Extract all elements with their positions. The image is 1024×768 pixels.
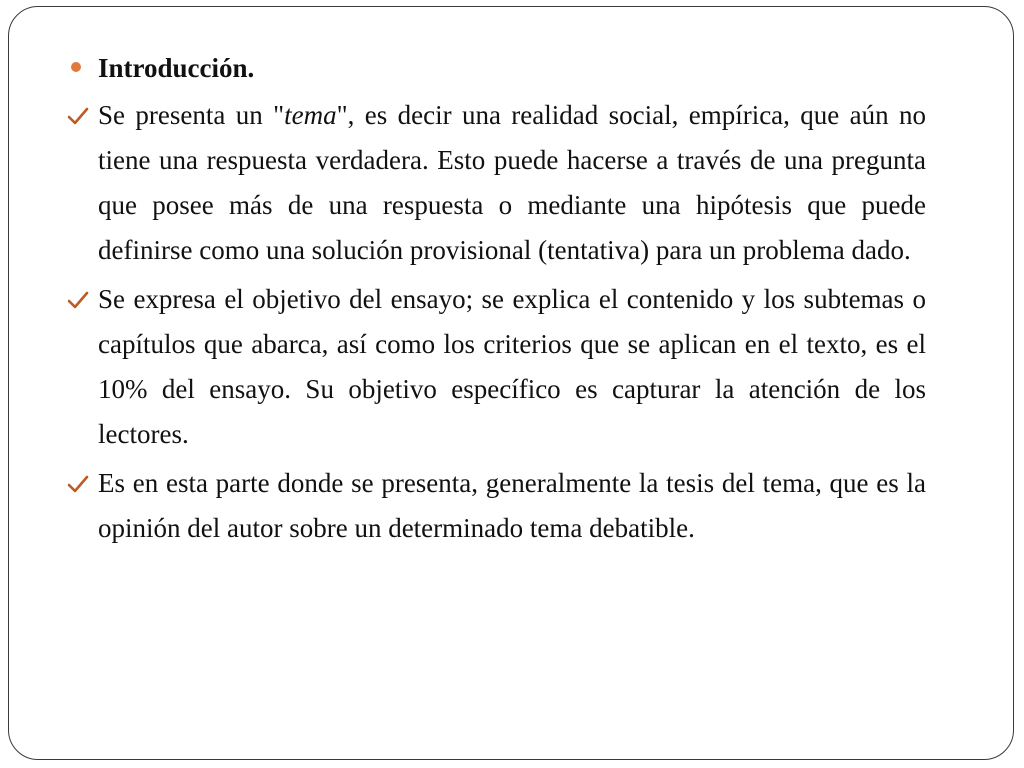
list-item (66, 461, 926, 551)
checkmark-icon (66, 473, 90, 495)
checkmark-icon (66, 105, 90, 127)
list-item (66, 93, 926, 273)
slide-content (66, 47, 926, 555)
item-text-after: ", es decir una realidad social, empírica, que aún no tiene una respuesta verdadera. Esto puede hacerse a través de una pregunta que posee más de una respuesta o mediante una hipótesis que puede definirse como una solución provisional (tentativa) para un problema dado. (98, 100, 927, 265)
list-item (66, 277, 926, 457)
dot-bullet-icon (71, 62, 81, 72)
list-item-text (98, 100, 926, 265)
checkmark-icon (66, 289, 90, 311)
item-text-emphasis: tema (284, 100, 337, 130)
list-item-text: Es en esta parte donde se presenta, generalmente la tesis del tema, que es la opinión del autor sobre un determinado tema debatible. (98, 468, 926, 543)
slide-heading: Introducción. (98, 53, 255, 83)
item-text-before: Se presenta un " (98, 100, 285, 130)
list-item-text: Se expresa el objetivo del ensayo; se explica el contenido y los subtemas o capítulos que abarca, así como los criterios que se aplican en el texto, es el 10% del ensayo. Su objetivo específico es capturar la atención de los lectores. (98, 284, 926, 449)
heading-row (66, 47, 926, 89)
